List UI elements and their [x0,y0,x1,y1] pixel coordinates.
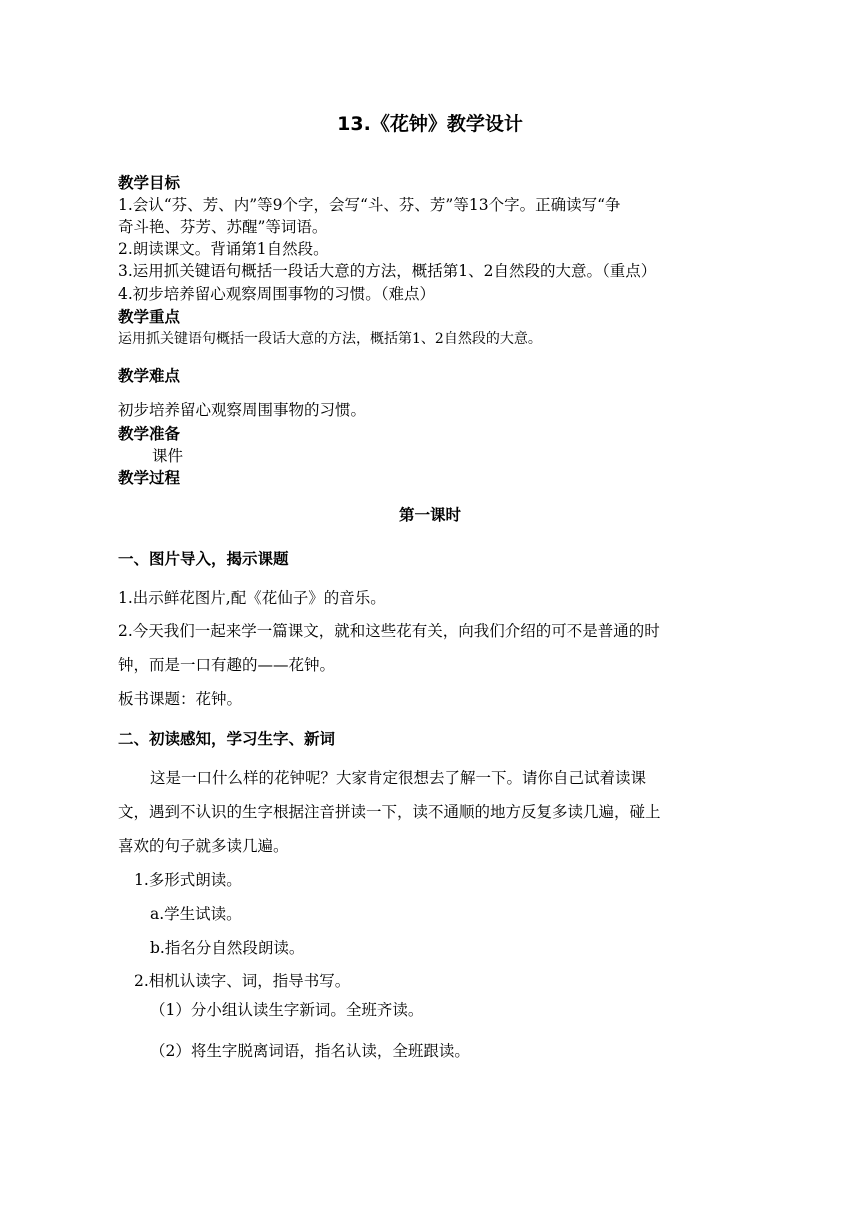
lesson-title: 第一课时 [398,506,461,524]
section-1-line-4: 板书课题：花钟。 [118,690,243,708]
section-1-line-3: 钟，而是一口有趣的——花钟。 [118,656,336,674]
section-1-line-1: 1.出示鲜花图片,配《花仙子》的音乐。 [118,589,386,607]
section-2-heading: 二、初读感知，学习生字、新词 [118,730,336,748]
goal-line-4: 4.初步培养留心观察周围事物的习惯。（难点） [118,285,436,303]
key-points-text: 运用抓关键语句概括一段话大意的方法，概括第1、2自然段的大意。 [118,331,542,347]
section-2-para-line-3: 喜欢的句子就多读几遍。 [118,837,289,855]
step-2-1: （1）分小组认读生字新词。全班齐读。 [150,1001,424,1019]
section-2-para-line-2: 文，遇到不认识的生字根据注音拼读一下，读不通顺的地方反复多读几遍，碰上 [118,803,661,821]
process-heading: 教学过程 [118,469,181,487]
step-1: 1.多形式朗读。 [134,871,242,889]
page-title: 13.《花钟》教学设计 [337,113,523,135]
difficulties-text: 初步培养留心观察周围事物的习惯。 [118,401,367,419]
goal-line-1-cont: 奇斗艳、芬芳、苏醒”等词语。 [118,218,328,236]
preparation-text: 课件 [152,447,184,465]
key-points-heading: 教学重点 [118,308,181,326]
goals-heading: 教学目标 [118,174,181,192]
step-1b: b.指名分自然段朗读。 [150,939,305,957]
preparation-heading: 教学准备 [118,425,181,443]
step-1a: a.学生试读。 [150,905,242,923]
goal-line-3: 3.运用抓关键语句概括一段话大意的方法，概括第1、2自然段的大意。（重点） [118,262,657,280]
goal-line-1: 1.会认“芬、芳、内”等9个字，会写“斗、芬、芳”等13个字。正确读写“争 [118,196,621,214]
section-2-para-line-1: 这是一口什么样的花钟呢？大家肯定很想去了解一下。请你自己试着读课 [150,769,647,787]
difficulties-heading: 教学难点 [118,367,181,385]
section-1-line-2: 2.今天我们一起来学一篇课文，就和这些花有关，向我们介绍的可不是普通的时 [118,622,660,640]
goal-line-2: 2.朗读课文。背诵第1自然段。 [118,240,329,258]
step-2: 2.相机认读字、词，指导书写。 [134,972,351,990]
step-2-2: （2）将生字脱离词语，指名认读，全班跟读。 [150,1042,470,1060]
section-1-heading: 一、图片导入，揭示课题 [118,550,289,568]
